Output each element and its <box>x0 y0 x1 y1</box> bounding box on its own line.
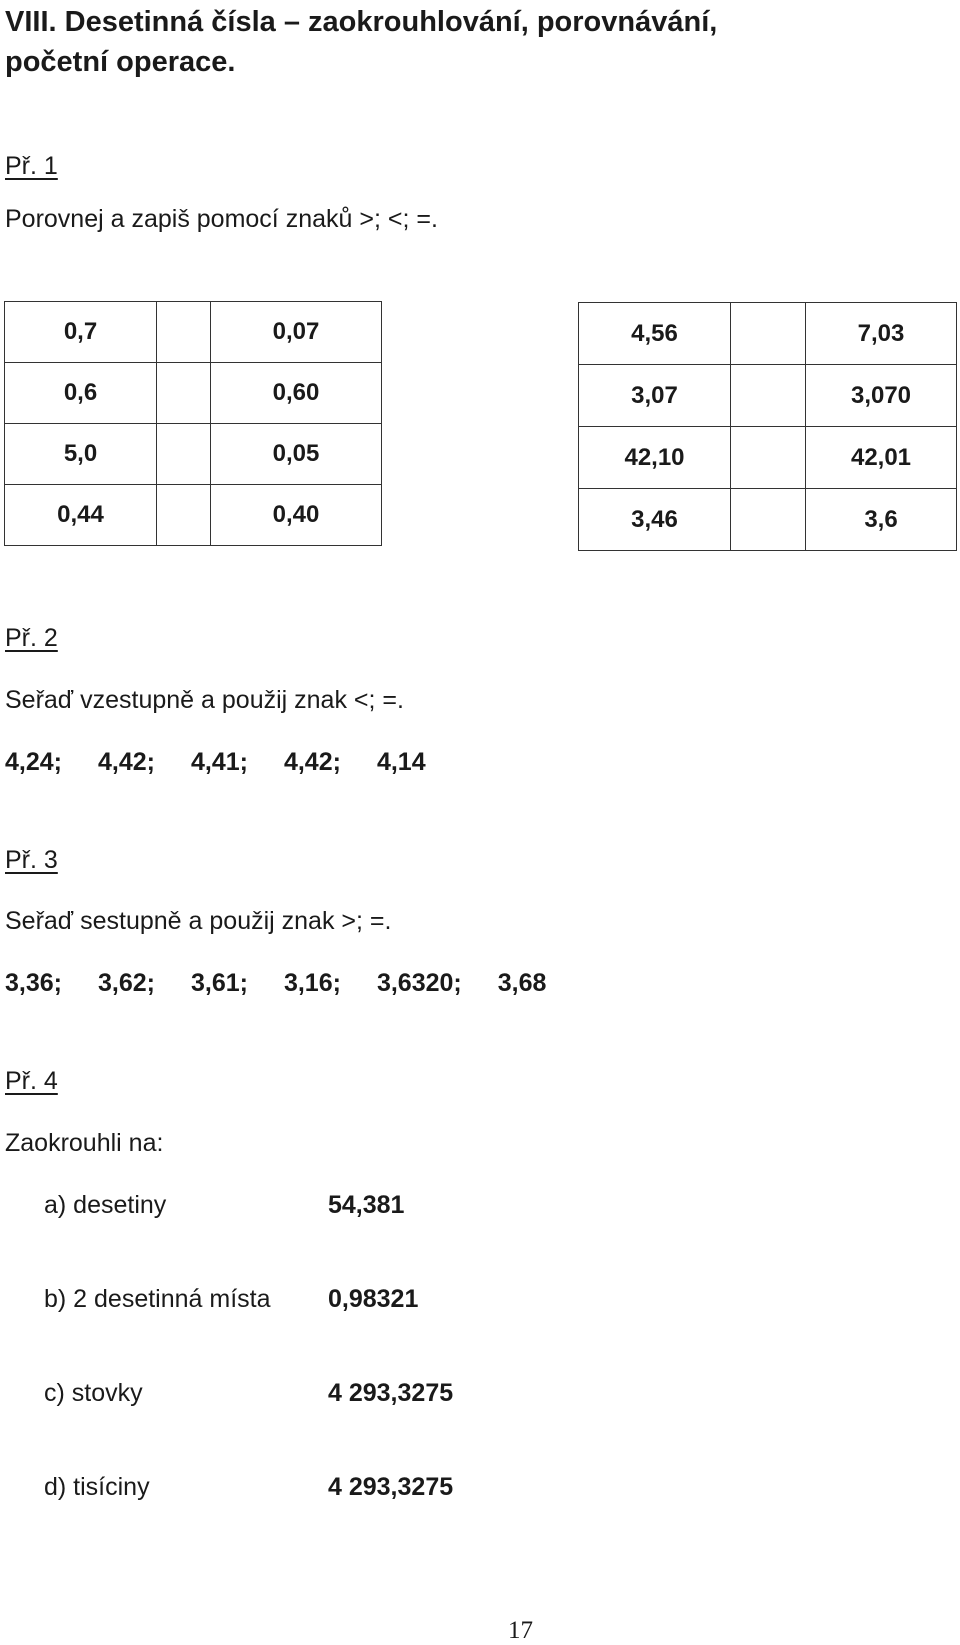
answer-cell[interactable] <box>731 489 806 551</box>
table-row <box>579 303 957 365</box>
answer-cell[interactable] <box>157 485 211 546</box>
answer-cell[interactable] <box>731 427 806 489</box>
exercise-4-instruction: Zaokrouhli na: <box>5 1129 164 1157</box>
exercise-3-instruction: Seřaď sestupně a použij znak >; =. <box>5 907 392 935</box>
table-cell: 0,40 <box>211 485 382 546</box>
title-line-1: VIII. Desetinná čísla – zaokrouhlování, porovnávání, <box>5 6 718 38</box>
comparison-table-left <box>4 301 382 546</box>
number-item: 3,36; <box>5 969 62 997</box>
table-cell: 0,05 <box>211 424 382 485</box>
rounding-value: 4 293,3275 <box>328 1473 454 1501</box>
number-item: 3,62; <box>97 969 155 997</box>
table-cell: 3,070 <box>806 365 957 427</box>
table-cell: 7,03 <box>806 303 957 365</box>
comparison-table-right <box>578 302 957 551</box>
answer-cell[interactable] <box>731 303 806 365</box>
table-cell: 0,60 <box>211 363 382 424</box>
table-row <box>5 424 382 485</box>
table-cell: 42,01 <box>806 427 957 489</box>
table-cell: 3,46 <box>579 489 731 551</box>
table-cell: 0,07 <box>211 302 382 363</box>
table-row <box>5 302 382 363</box>
table-row <box>5 485 382 546</box>
number-item: 4,14 <box>376 748 426 776</box>
table-cell: 4,56 <box>579 303 731 365</box>
exercise-3-numbers <box>5 969 582 998</box>
rounding-task: d) tisíciny <box>44 1473 150 1501</box>
exercise-3-label: Př. 3 <box>5 846 58 874</box>
table-row <box>5 363 382 424</box>
rounding-task: b) 2 desetinná místa <box>44 1285 271 1313</box>
exercise-2-label: Př. 2 <box>5 624 58 652</box>
table-row <box>579 489 957 551</box>
number-item: 3,68 <box>497 969 547 997</box>
number-item: 3,61; <box>190 969 248 997</box>
number-item: 4,42; <box>283 748 341 776</box>
answer-cell[interactable] <box>157 424 211 485</box>
page-title <box>5 2 717 82</box>
table-row <box>579 365 957 427</box>
rounding-value: 4 293,3275 <box>328 1379 454 1407</box>
rounding-value: 54,381 <box>328 1191 405 1219</box>
number-item: 4,42; <box>97 748 155 776</box>
exercise-4-label: Př. 4 <box>5 1067 58 1095</box>
title-line-2: početní operace. <box>5 46 236 78</box>
table-row <box>579 427 957 489</box>
exercise-2-instruction: Seřaď vzestupně a použij znak <; =. <box>5 686 404 714</box>
table-cell: 0,6 <box>5 363 157 424</box>
answer-cell[interactable] <box>157 363 211 424</box>
number-item: 4,24; <box>5 748 62 776</box>
rounding-value: 0,98321 <box>328 1285 419 1313</box>
number-item: 3,16; <box>283 969 341 997</box>
number-item: 4,41; <box>190 748 248 776</box>
rounding-task: c) stovky <box>44 1379 143 1407</box>
table-cell: 5,0 <box>5 424 157 485</box>
answer-cell[interactable] <box>731 365 806 427</box>
page-number: 17 <box>508 1617 533 1644</box>
number-item: 3,6320; <box>376 969 462 997</box>
table-cell: 3,07 <box>579 365 731 427</box>
table-cell: 3,6 <box>806 489 957 551</box>
exercise-2-numbers <box>5 748 462 777</box>
rounding-task: a) desetiny <box>44 1191 167 1219</box>
exercise-1-instruction: Porovnej a zapiš pomocí znaků >; <; =. <box>5 205 438 233</box>
exercise-1-label: Př. 1 <box>5 152 58 180</box>
table-cell: 0,44 <box>5 485 157 546</box>
table-cell: 42,10 <box>579 427 731 489</box>
answer-cell[interactable] <box>157 302 211 363</box>
table-cell: 0,7 <box>5 302 157 363</box>
